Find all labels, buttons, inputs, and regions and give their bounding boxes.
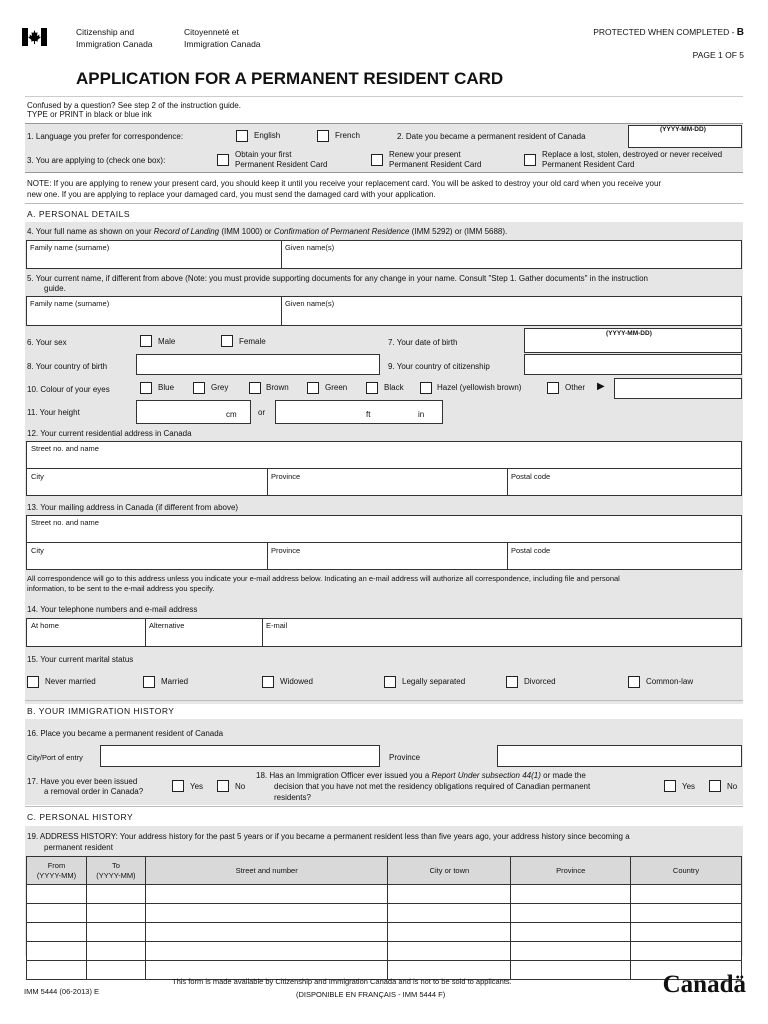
q10-blue-checkbox[interactable]	[140, 382, 152, 394]
dept-name-fr-1: Citoyenneté et	[184, 27, 239, 37]
table-row	[27, 942, 742, 961]
q15-common-law-checkbox[interactable]	[628, 676, 640, 688]
q17-yes-checkbox[interactable]	[172, 780, 184, 792]
address-from-cell[interactable]	[27, 942, 87, 961]
q3-opt3-line2: Permanent Resident Card	[542, 160, 635, 169]
address-country-cell[interactable]	[631, 942, 742, 961]
q4-family-name-label: Family name (surname)	[30, 243, 110, 252]
col-to-label-1: To	[111, 860, 120, 870]
section-b-title: B. YOUR IMMIGRATION HISTORY	[27, 706, 175, 716]
address-from-cell[interactable]	[27, 923, 87, 942]
q3-first-card-checkbox[interactable]	[217, 154, 229, 166]
q10-label: 10. Colour of your eyes	[27, 385, 110, 394]
footer-line-1: This form is made available by Citizenship and Immigration Canada and is not to be sold to applicants.	[172, 977, 512, 986]
col-country-header: Country	[631, 857, 742, 885]
q1-english-label: English	[254, 131, 281, 140]
q3-opt2-line2: Permanent Resident Card	[389, 160, 482, 169]
q16-province-label: Province	[389, 753, 421, 762]
q2-date-format: (YYYY-MM-DD)	[660, 126, 706, 133]
col-from-label-1: From	[47, 860, 66, 870]
address-to-cell[interactable]	[86, 942, 145, 961]
q6-male-checkbox[interactable]	[140, 335, 152, 347]
q11-cm-unit: cm	[226, 410, 237, 419]
q5-family-name-label: Family name (surname)	[30, 299, 110, 308]
address-city-cell[interactable]	[388, 904, 511, 923]
q17-yes-label: Yes	[190, 782, 204, 791]
protected-label	[593, 27, 744, 38]
q14-email-label: E-mail	[266, 621, 288, 630]
canada-wordmark: Canadä	[662, 971, 746, 998]
q10-blue-label: Blue	[158, 383, 175, 392]
q12-province-label: Province	[271, 472, 301, 481]
q4-label	[27, 227, 507, 236]
q1-french-label: French	[335, 131, 360, 140]
q18-no-checkbox[interactable]	[709, 780, 721, 792]
intro-line-1: Confused by a question? See step 2 of the instruction guide.	[27, 101, 241, 110]
address-country-cell[interactable]	[631, 923, 742, 942]
q17-no-checkbox[interactable]	[217, 780, 229, 792]
q10-black-checkbox[interactable]	[366, 382, 378, 394]
q14-label: 14. Your telephone numbers and e-mail address	[27, 605, 198, 614]
q13-province-label: Province	[271, 546, 301, 555]
q15-widowed-label: Widowed	[280, 677, 313, 686]
address-city-cell[interactable]	[388, 942, 511, 961]
q17-label-line-2: a removal order in Canada?	[44, 787, 144, 796]
address-from-cell[interactable]	[27, 961, 87, 980]
q15-divorced-checkbox[interactable]	[506, 676, 518, 688]
dept-name-en-2: Immigration Canada	[76, 39, 153, 49]
q13-postal-label: Postal code	[511, 546, 551, 555]
table-row	[27, 904, 742, 923]
q1-english-checkbox[interactable]	[236, 130, 248, 142]
address-street-cell[interactable]	[145, 885, 388, 904]
form-title: APPLICATION FOR A PERMANENT RESIDENT CARD	[76, 69, 504, 88]
q10-hazel-checkbox[interactable]	[420, 382, 432, 394]
note-line-2: new one. If you are applying to replace your damaged card, you must send the damaged card with your application.	[27, 190, 436, 199]
section-a-divider	[25, 203, 743, 204]
q15-widowed-checkbox[interactable]	[262, 676, 274, 688]
table-header-row	[27, 857, 742, 885]
q19-label-line-1: 19. ADDRESS HISTORY: Your address history for the past 5 years or if you became a permanent resident less than five years ago, your address history since becoming a	[27, 832, 630, 841]
q5-label-line-1: 5. Your current name, if different from above (Note: you must provide supporting documents for any change in your name. Consult "Step 1. Gather documents" in the instruction	[27, 274, 648, 283]
q3-opt2-line1: Renew your present	[389, 150, 461, 159]
note-line-1: NOTE: If you are applying to renew your present card, you should keep it until you receive your replacement card. You will be asked to destroy your old card when you receive your	[27, 179, 662, 188]
q6-female-label: Female	[239, 337, 266, 346]
col-province-header: Province	[511, 857, 631, 885]
q15-married-checkbox[interactable]	[143, 676, 155, 688]
address-history-table	[26, 856, 742, 980]
q10-green-checkbox[interactable]	[307, 382, 319, 394]
q13-street-field[interactable]	[26, 515, 742, 543]
q1-french-checkbox[interactable]	[317, 130, 329, 142]
address-province-cell[interactable]	[511, 923, 631, 942]
col-street-header: Street and number	[145, 857, 388, 885]
q13-street-label: Street no. and name	[31, 518, 99, 527]
q18-post: or made the	[540, 771, 586, 780]
q10-brown-label: Brown	[266, 383, 289, 392]
q4-label-pre: 4. Your full name as shown on your	[27, 227, 154, 236]
q4-label-mid: (IMM 1000) or	[219, 227, 274, 236]
q15-never-married-checkbox[interactable]	[27, 676, 39, 688]
q8-label: 8. Your country of birth	[27, 362, 108, 371]
q11-ft-unit: ft	[366, 410, 371, 419]
q10-grey-label: Grey	[211, 383, 229, 392]
q12-label: 12. Your current residential address in Canada	[27, 429, 192, 438]
q11-or-label: or	[258, 408, 266, 417]
title-divider	[25, 96, 743, 97]
address-to-cell[interactable]	[86, 961, 145, 980]
col-to-header	[86, 857, 145, 885]
q15-never-married-label: Never married	[45, 677, 96, 686]
q16-city-field[interactable]	[100, 745, 380, 767]
address-province-cell[interactable]	[511, 885, 631, 904]
q16-city-label: City/Port of entry	[27, 753, 83, 762]
address-history-body	[27, 885, 742, 980]
q12-province-field[interactable]	[267, 468, 508, 496]
q9-citizenship-field[interactable]	[524, 354, 742, 375]
section-c-title: C. PERSONAL HISTORY	[27, 812, 134, 822]
q13-city-field[interactable]	[26, 542, 268, 570]
q10-hazel-label: Hazel (yellowish brown)	[437, 383, 522, 392]
table-row	[27, 923, 742, 942]
section-b-divider	[25, 700, 743, 701]
q6-label: 6. Your sex	[27, 338, 67, 347]
address-country-cell[interactable]	[631, 885, 742, 904]
footer-line-2: (DISPONIBLE EN FRANÇAIS - IMM 5444 F)	[296, 990, 446, 999]
q11-label: 11. Your height	[27, 408, 80, 417]
q7-date-format: (YYYY-MM-DD)	[606, 330, 652, 337]
q3-renew-checkbox[interactable]	[371, 154, 383, 166]
q3-replace-checkbox[interactable]	[524, 154, 536, 166]
q10-other-checkbox[interactable]	[547, 382, 559, 394]
q10-green-label: Green	[325, 383, 348, 392]
section-a-title: A. PERSONAL DETAILS	[27, 209, 131, 219]
section-c-divider	[25, 806, 743, 807]
address-street-cell[interactable]	[145, 942, 388, 961]
q4-given-name-label: Given name(s)	[285, 243, 335, 252]
q3-opt1-line1: Obtain your first	[235, 150, 292, 159]
address-street-cell[interactable]	[145, 923, 388, 942]
q4-label-confirmation: Confirmation of Permanent Residence	[273, 227, 410, 236]
q18-label-line-3: residents?	[274, 793, 311, 802]
q3-opt3-line1: Replace a lost, stolen, destroyed or never received	[542, 150, 723, 159]
q10-brown-checkbox[interactable]	[249, 382, 261, 394]
q13-city-label: City	[31, 546, 44, 555]
intro-line-2: TYPE or PRINT in black or blue ink	[27, 110, 152, 119]
correspondence-note-line-1: All correspondence will go to this address unless you indicate your e-mail address below. Indicating an e-mail address will authorize all correspondence, including file and personal	[27, 574, 620, 583]
q11-in-unit: in	[418, 410, 425, 419]
q16-province-field[interactable]	[497, 745, 742, 767]
q18-pre: 18. Has an Immigration Officer ever issued you a	[256, 771, 432, 780]
address-province-cell[interactable]	[511, 961, 631, 980]
address-street-cell[interactable]	[145, 904, 388, 923]
q8-country-field[interactable]	[136, 354, 380, 375]
table-row	[27, 885, 742, 904]
q12-postal-label: Postal code	[511, 472, 551, 481]
q14-email-field[interactable]	[262, 618, 742, 647]
q3-label: 3. You are applying to (check one box):	[27, 156, 166, 165]
q17-no-label: No	[235, 782, 246, 791]
protected-letter: B	[736, 27, 744, 38]
q2-label: 2. Date you became a permanent resident of Canada	[397, 132, 586, 141]
address-from-cell[interactable]	[27, 904, 87, 923]
q15-divorced-label: Divorced	[524, 677, 556, 686]
address-city-cell[interactable]	[388, 885, 511, 904]
q18-label-line-2: decision that you have not met the residency obligations required of Canadian permanent	[274, 782, 591, 791]
address-to-cell[interactable]	[86, 885, 145, 904]
q10-grey-checkbox[interactable]	[193, 382, 205, 394]
address-country-cell[interactable]	[631, 904, 742, 923]
address-province-cell[interactable]	[511, 942, 631, 961]
q15-common-law-label: Common-law	[646, 677, 694, 686]
col-from-header	[27, 857, 87, 885]
q10-other-field[interactable]	[614, 378, 742, 399]
col-from-label-2: (YYYY-MM)	[36, 870, 77, 880]
q5-given-name-label: Given name(s)	[285, 299, 335, 308]
correspondence-note-line-2: information, to be sent to the e-mail address you specify.	[27, 584, 215, 593]
q5-given-name-field[interactable]	[281, 296, 742, 326]
q10-other-label: Other	[565, 383, 586, 392]
q4-label-record: Record of Landing	[153, 227, 220, 236]
q7-label: 7. Your date of birth	[388, 338, 458, 347]
q12-city-label: City	[31, 472, 44, 481]
q10-black-label: Black	[384, 383, 404, 392]
form-number: IMM 5444 (06-2013) E	[24, 987, 100, 996]
q1-label: 1. Language you prefer for correspondence:	[27, 132, 184, 141]
q18-label-line-1	[256, 771, 586, 780]
protected-text: PROTECTED WHEN COMPLETED -	[593, 27, 737, 37]
address-city-cell[interactable]	[388, 923, 511, 942]
canada-flag-logo	[22, 28, 47, 46]
q17-label-line-1: 17. Have you ever been issued	[27, 777, 138, 786]
q16-label: 16. Place you became a permanent resident of Canada	[27, 729, 224, 738]
dept-name-en-1: Citizenship and	[76, 27, 135, 37]
page-number: PAGE 1 OF 5	[692, 50, 744, 60]
q13-province-field[interactable]	[267, 542, 508, 570]
q15-married-label: Married	[161, 677, 189, 686]
q12-street-field[interactable]	[26, 441, 742, 469]
q15-label: 15. Your current marital status	[27, 655, 134, 664]
q12-city-field[interactable]	[26, 468, 268, 496]
q14-alt-label: Alternative	[149, 621, 185, 630]
address-to-cell[interactable]	[86, 904, 145, 923]
q14-home-label: At home	[31, 621, 59, 630]
q18-yes-label: Yes	[682, 782, 696, 791]
q12-street-label: Street no. and name	[31, 444, 99, 453]
col-city-header: City or town	[388, 857, 511, 885]
col-to-label-2: (YYYY-MM)	[96, 870, 136, 880]
q5-label-line-2: guide.	[44, 284, 66, 293]
q19-label-line-2: permanent resident	[44, 843, 113, 852]
q4-label-post: (IMM 5292) or (IMM 5688).	[409, 227, 508, 236]
q9-label: 9. Your country of citizenship	[388, 362, 490, 371]
q10-arrow-icon: ▶	[597, 381, 605, 392]
q18-no-label: No	[727, 782, 738, 791]
q15-separated-checkbox[interactable]	[384, 676, 396, 688]
q3-opt1-line2: Permanent Resident Card	[235, 160, 328, 169]
q6-female-checkbox[interactable]	[221, 335, 233, 347]
address-from-cell[interactable]	[27, 885, 87, 904]
address-to-cell[interactable]	[86, 923, 145, 942]
address-province-cell[interactable]	[511, 904, 631, 923]
q13-label: 13. Your mailing address in Canada (if different from above)	[27, 503, 239, 512]
q15-separated-label: Legally separated	[402, 677, 466, 686]
q6-male-label: Male	[158, 337, 176, 346]
q18-report: Report Under subsection 44(1)	[431, 771, 541, 780]
q18-yes-checkbox[interactable]	[664, 780, 676, 792]
dept-name-fr-2: Immigration Canada	[184, 39, 261, 49]
q4-given-name-field[interactable]	[281, 240, 742, 269]
